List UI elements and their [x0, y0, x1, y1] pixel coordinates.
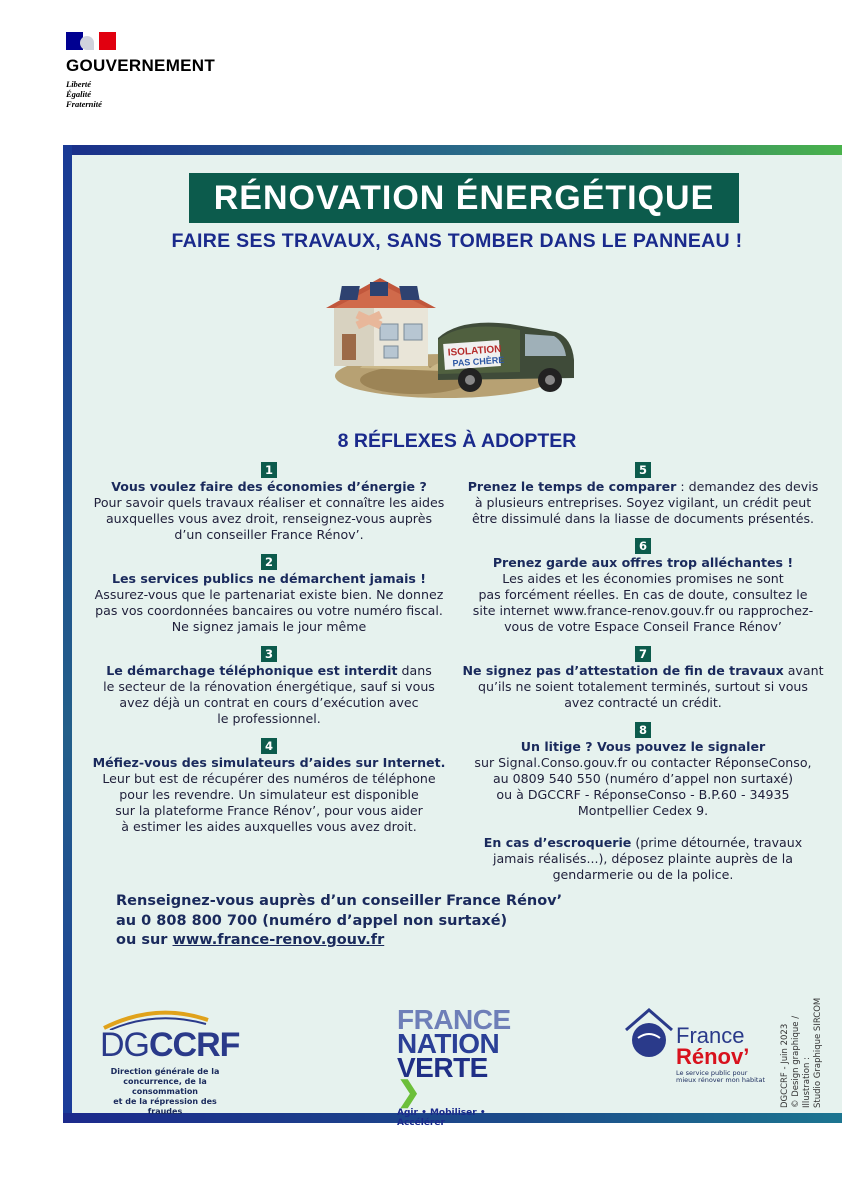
- credits: DGCCRF - Juin 2023 © Design graphique / Illustration : Studio Graphique SIRCOM: [780, 997, 823, 1108]
- reflex-item-8: 8 Un litige ? Vous pouvez le signaler sur Signal.Conso.gouv.fr ou contacter RéponseConso, au 0809 540 550 (numéro d’appel non surtaxé) ou à DGCCRF - RéponseConso - B.P.60 - 34935 Montpellier Cedex 9. En cas d’escroquerie (prime détournée, travaux jamais réalisés...), déposez plainte auprès de la gendarmerie ou de la police.: [474, 723, 812, 882]
- reflex-number: 6: [635, 538, 651, 554]
- france-nation-verte-logo: FRANCE NATION VERTE ❯ Agir • Mobiliser • Accélérer: [397, 1004, 511, 1128]
- van-sign-line1: ISOLATION: [447, 343, 502, 359]
- reflex-item-4: 4 Méfiez-vous des simulateurs d’aides sur Internet. Leur but est de récupérer des numéros de téléphone pour les revendre. Un simulateur est disponible sur la plateforme France Rénov’, pour vous aider à estimer les aides auxquelles vous avez droit.: [92, 739, 446, 834]
- reflex-number: 4: [261, 738, 277, 754]
- reflexes-title: 8 RÉFLEXES À ADOPTER: [337, 430, 577, 452]
- reflexes-right-column: [458, 462, 828, 883]
- reflex-item-5: 5 Prenez le temps de comparer : demandez des devis à plusieurs entreprises. Soyez vigilant, un crédit peut être dissimulé dans la liasse de documents présentés.: [467, 463, 819, 526]
- reflex-item-1: 1 Vous voulez faire des économies d’énergie ? Pour savoir quels travaux réaliser et connaître les aides auxquelles vous avez droit, renseignez-vous auprès d’un conseiller France Rénov’.: [93, 463, 445, 542]
- gov-title: GOUVERNEMENT: [66, 56, 216, 75]
- reflex-number: 1: [261, 462, 277, 478]
- reflex-item-6: 6 Prenez garde aux offres trop alléchantes ! Les aides et les économies promises ne sont pas forcément réelles. En cas de doute, consultez le site internet www.france-renov.gouv.fr ou rapprochez- vous de votre Espace Conseil France Rénov’: [472, 539, 814, 634]
- page-title: RÉNOVATION ÉNERGÉTIQUE: [189, 173, 739, 223]
- gov-logo: [66, 32, 215, 109]
- reflex-number: 5: [635, 462, 651, 478]
- reflex-number: 7: [635, 646, 651, 662]
- contact-line-3: ou sur www.france-renov.gouv.fr: [116, 932, 385, 948]
- france-renov-house-icon: [624, 1008, 674, 1058]
- reflex-item-3: 3 Le démarchage téléphonique est interdit dans le secteur de la rénovation énergétique, sauf si vous avez déjà un contrat en cours d’exécution avec le professionnel.: [103, 647, 435, 726]
- reflex-item-7: 7 Ne signez pas d’attestation de fin de travaux avant qu’ils ne soient totalement terminés, surtout si vous avez contracté un crédit.: [462, 647, 824, 710]
- escroquerie-label: En cas d’escroquerie: [483, 835, 632, 850]
- marianne-flag-icon: [66, 32, 116, 50]
- reflex-number: 3: [261, 646, 277, 662]
- contact-block: [116, 892, 562, 951]
- page-subtitle: FAIRE SES TRAVAUX, SANS TOMBER DANS LE PANNEAU !: [171, 230, 743, 252]
- reflex-number: 8: [635, 722, 651, 738]
- house-van-illustration: [320, 268, 582, 408]
- reflex-item-2: 2 Les services publics ne démarchent jamais ! Assurez-vous que le partenariat existe bien. Ne donnez pas vos coordonnées bancaires ou votre numéro fiscal. Ne signez jamais le jour même: [94, 555, 444, 634]
- reflex-number: 2: [261, 554, 277, 570]
- france-renov-link[interactable]: www.france-renov.gouv.fr: [172, 932, 385, 948]
- contact-line-1: Renseignez-vous auprès d’un conseiller France Rénov’: [116, 893, 563, 909]
- van-sign-line2: PAS CHÈRE: [452, 354, 505, 369]
- reflexes-left-column: [84, 462, 454, 835]
- gov-motto: Liberté Égalité Fraternité: [66, 79, 102, 109]
- dgccrf-logo: DGCCRF Direction générale de la concurrence, de la consommation et de la répression des fraudes: [100, 1008, 230, 1117]
- contact-line-2: au 0 808 800 700 (numéro d’appel non surtaxé): [116, 912, 508, 929]
